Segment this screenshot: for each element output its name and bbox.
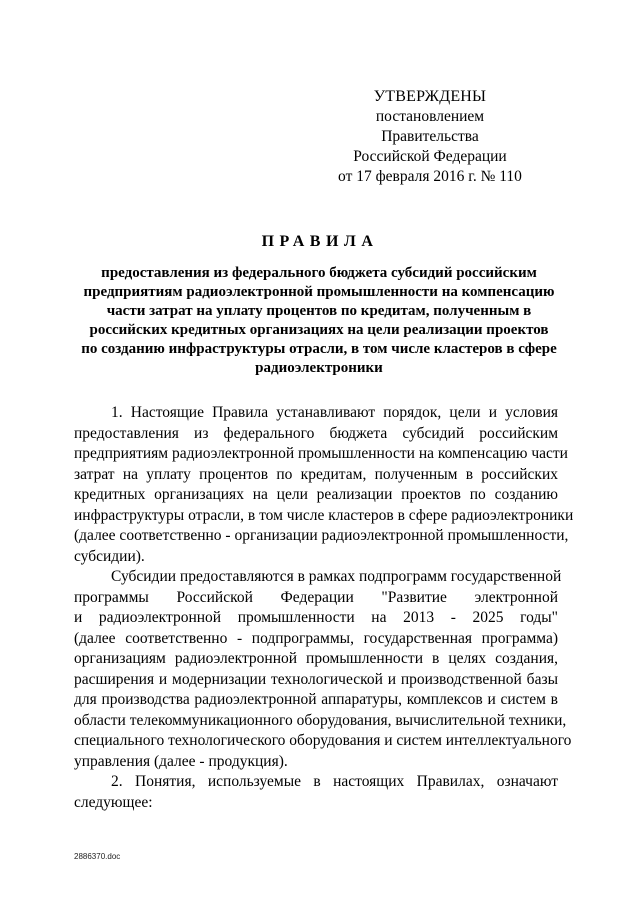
paragraph-2 bbox=[74, 567, 572, 772]
text-line: (далее соответственно - подпрограммы, государственная программа) bbox=[74, 629, 558, 647]
text-line: предприятиям радиоэлектронной промышленности на компенсацию части bbox=[74, 445, 568, 462]
approval-stamp bbox=[330, 87, 530, 187]
file-code: 2886370.doc bbox=[74, 852, 121, 861]
text-line: инфраструктуры отрасли, в том числе кластеров в сфере радиоэлектроники bbox=[74, 506, 574, 524]
subtitle-line: предприятиям радиоэлектронной промышленности на компенсацию bbox=[83, 284, 555, 300]
subtitle-line: российских кредитных организациях на цели реализации проектов bbox=[89, 322, 549, 338]
text-line: кредитных организациях на цели реализации проектов по созданию bbox=[74, 486, 558, 503]
subtitle-line: радиоэлектроники bbox=[255, 360, 383, 376]
text-line: для производства радиоэлектронной аппаратуры, комплексов и систем в bbox=[74, 691, 558, 708]
approval-line-2: Российской Федерации bbox=[353, 148, 507, 165]
text-line: Субсидии предоставляются в рамках подпрограмм государственной bbox=[111, 568, 562, 585]
text-line: затрат на уплату процентов по кредитам, полученным в российских bbox=[74, 465, 558, 483]
subtitle-line: по созданию инфраструктуры отрасли, в том числе кластеров в сфере bbox=[81, 341, 557, 357]
document-body bbox=[74, 403, 574, 813]
approval-line-3: от 17 февраля 2016 г. № 110 bbox=[338, 168, 522, 185]
text-line: программы Российской Федерации "Развитие электронной bbox=[74, 588, 558, 606]
approval-heading: УТВЕРЖДЕНЫ bbox=[373, 88, 487, 105]
text-line: специального технологического оборудования и систем интеллектуального bbox=[74, 732, 572, 749]
subtitle-line: части затрат на уплату процентов по кредитам, полученным в bbox=[106, 303, 532, 319]
text-line: (далее соответственно - организации радиоэлектронной промышленности, bbox=[74, 527, 569, 544]
document-subtitle bbox=[74, 264, 564, 378]
subtitle-line: предоставления из федерального бюджета субсидий российским bbox=[101, 265, 537, 281]
text-line: субсидии). bbox=[74, 547, 145, 565]
text-line: 2. Понятия, используемые в настоящих Правилах, означают bbox=[111, 773, 558, 790]
text-line: 1. Настоящие Правила устанавливают порядок, цели и условия bbox=[111, 404, 558, 421]
text-line: следующее: bbox=[74, 793, 153, 811]
text-line: области телекоммуникационного оборудования, вычислительной техники, bbox=[74, 711, 567, 729]
approval-line-1: постановлением Правительства bbox=[375, 108, 485, 145]
text-line: и радиоэлектронной промышленности на 2013 - 2025 годы" bbox=[74, 609, 558, 626]
text-line: управления (далее - продукция). bbox=[74, 752, 288, 770]
text-line: организациям радиоэлектронной промышленности в целях создания, bbox=[74, 650, 558, 667]
text-line: предоставления из федерального бюджета субсидий российским bbox=[74, 424, 558, 442]
paragraph-3 bbox=[74, 772, 558, 813]
text-line: расширения и модернизации технологической и производственной базы bbox=[74, 670, 558, 688]
document-title: ПРАВИЛА bbox=[261, 233, 379, 250]
paragraph-1 bbox=[74, 403, 574, 567]
